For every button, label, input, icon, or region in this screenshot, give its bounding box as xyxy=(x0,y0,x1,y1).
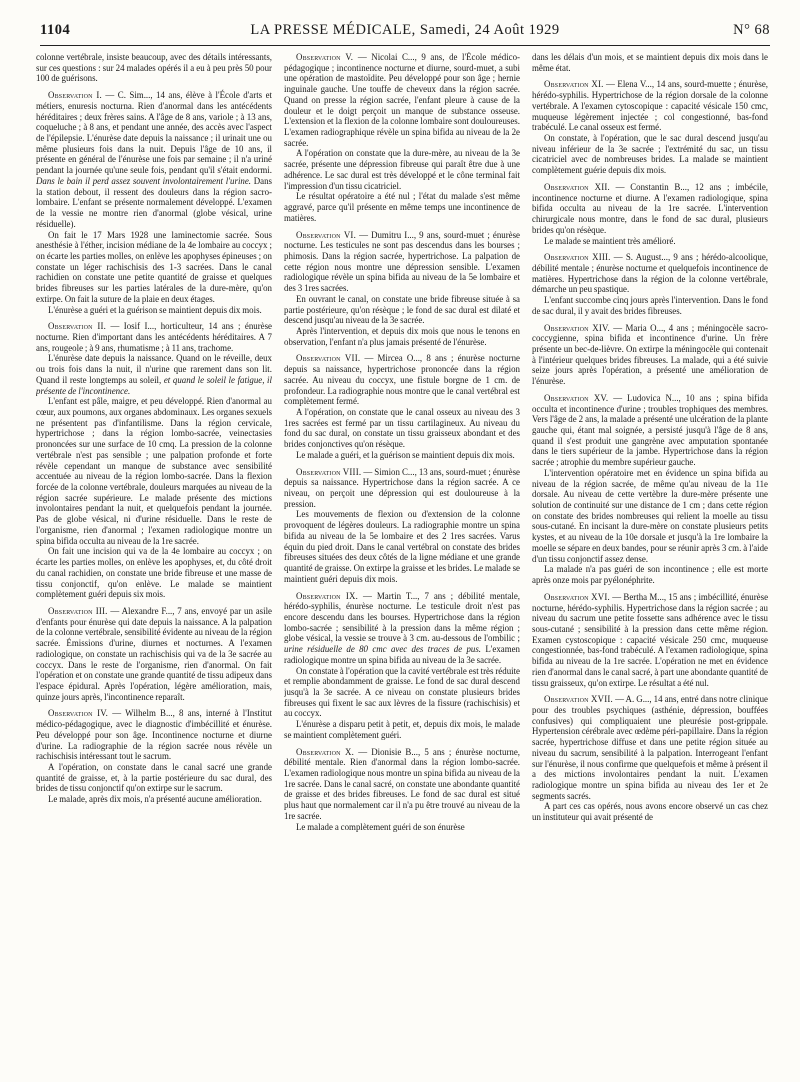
paragraph: L'enfant est pâle, maigre, et peu développé. Rien d'anormal au cœur, aux poumons, aux organes abdominaux. Les organes sexuels ne présentent pas d'infantilisme. Dans la région cervicale, hypertrichose ; dans la région lombo-sacrée, veinectasies prononcées sur une surface de 10 cmq. La pression de la colonne vertébrale n'est pas sensible ; une palpation profonde et forte révèle cependant un manque de substance avec sensibilité accentuée au niveau de la région lombo-sacrée. Dans la flexion forcée de la colonne vertébrale, douleurs marquées au niveau de la région sacrée supérieure. Le malade présente des mictions involontaires pendant la nuit, et quelquefois pendant la journée. Pas de globe vésical, ni d'urine résiduelle. Dans le reste de l'organisme, rien d'anormal ; l'examen radiologique montre un spina bifida occulta au niveau de la 1re sacrée. xyxy=(36,396,272,546)
observation-title: Observation XII. xyxy=(544,181,610,192)
observation-text: — Maria O..., 4 ans ; méningocèle sacro-coccygienne, spina bifida et incontinence d'urine. Un frère présente un bec-de-lièvre. On extirpe la méningocèle qui contenait à l'intérieur quelques brides fibreuses. La malade, qui a été suivie seize jours après l'opération, a présenté une amélioration de l'énurèse. xyxy=(532,322,768,387)
observation-title: Observation XIV. xyxy=(544,322,610,333)
observation-9 xyxy=(284,591,520,666)
observation-title: Observation VI. xyxy=(296,229,357,240)
paragraph: A l'opération, on constate que le canal osseux au niveau des 3 1res sacrées est fermé par un tissu cartilagineux. Au niveau du fond du sac dural, on constate un tissu graisseux abondant et des brides conjonctives qu'on résèque. xyxy=(284,407,520,450)
observation-text: — S. August..., 9 ans ; hérédo-alcoolique, débilité mentale ; énurèse nocturne et quelquefois incontinence de matières. Hypertrichose dans la région de la colonne vertébrale, démarche un peu spastique. xyxy=(532,252,768,295)
italic-text: urine résiduelle de 80 cmc avec des traces de pus. xyxy=(284,644,482,655)
observation-title: Observation XVII. xyxy=(544,694,613,705)
paragraph: On fait le 17 Mars 1928 une laminectomie sacrée. Sous anesthésie à l'éther, incision médiane de la 4e lombaire au coccyx ; on écarte les parties molles, on enlève les apophyses épineuses ; on constate un léger rachischisis des 1-3 sacrées. Dans le canal rachidien on constate une petite quantité de graisse et quelques brides fibreuses sur les parties latérales de la dure-mère, qu'on extirpe. On fait la suture de la plaie en deux étages. xyxy=(36,229,272,304)
observation-title: Observation XIII. xyxy=(544,252,611,263)
paragraph: L'enfant succombe cinq jours après l'intervention. Dans le fond de sac dural, il y avait des brides fibreuses. xyxy=(532,295,768,316)
paragraph: Le malade, après dix mois, n'a présenté aucune amélioration. xyxy=(48,794,262,805)
observation-title: Observation IV. xyxy=(48,708,109,719)
observation-text: — Martin T..., 7 ans ; débilité mentale, hérédo-syphilis, énurèse nocturne. Le testicule droit n'est pas encore descendu dans les bourses. Hypertrichose dans la région lombo-sacrée ; sensibilité à la pression dans la même région ; globe vésical, la vessie se trouve à 3 cm. au-dessous de l'ombilic ; xyxy=(284,590,520,644)
observation-text: — Mircea O..., 8 ans ; énurèse nocturne depuis sa naissance, hypertrichose prononcée dans la région sacrée. Au niveau du coccyx, une fistule borgne de 1 cm. de profondeur. La radiographie nous montre que le canal vertébral est complètement fermé. xyxy=(284,353,520,407)
paragraph: En ouvrant le canal, on constate une bride fibreuse située à sa partie postérieure, qu'on résèque ; le fond de sac dural est dilaté et descend jusqu'au niveau de la 3e sacrée. xyxy=(284,293,520,326)
observation-3 xyxy=(36,606,272,702)
observation-title: Observation I. xyxy=(48,90,102,101)
observation-title: Observation II. xyxy=(48,321,107,332)
observation-14 xyxy=(532,323,768,387)
observation-7 xyxy=(284,353,520,407)
paragraph: On fait une incision qui va de la 4e lombaire au coccyx ; on écarte les parties molles, on enlève les apophyses, et, du côté droit du canal rachidien, on constate une bride fibreuse et une masse de tissu conjonctif, qu'on enlève. Le malade se maintient complètement guéri depuis six mois. xyxy=(36,546,272,600)
observation-17 xyxy=(532,694,768,801)
observation-title: Observation X. xyxy=(296,746,355,757)
observation-title: Observation VIII. xyxy=(296,466,362,477)
page-header xyxy=(40,22,770,44)
observation-2 xyxy=(36,321,272,353)
observation-title: Observation XVI. xyxy=(544,591,610,602)
text-column-3 xyxy=(532,52,768,1074)
text-column-2 xyxy=(284,52,520,1074)
observation-12 xyxy=(532,182,768,236)
running-title: LA PRESSE MÉDICALE, Samedi, 24 Août 1929 xyxy=(250,22,560,38)
observation-title: Observation V. xyxy=(296,52,354,62)
observation-11 xyxy=(532,79,768,133)
observation-text: — C. Sim..., 14 ans, élève à l'École d'arts et métiers, enuresis nocturna. Rien d'anormal dans les antécédents héréditaires ; deux frères sains. A l'âge de 8 ans, variole ; à 13 ans, coqueluche ; à 8 ans, et pendant une année, des accès avec l'aspect de l'épilepsie. L'énurèse date depuis la naissance ; il urinait une ou même plusieurs fois dans la nuit. Depuis l'âge de 10 ans, il présente en général de l'énurèse une fois par semaine ; il n'a uriné pendant la journée qu'une seule fois, pendant qu'il s'était endormi. xyxy=(36,90,272,176)
observation-13 xyxy=(532,252,768,295)
paragraph: dans les délais d'un mois, et se maintient depuis dix mois dans le même état. xyxy=(532,52,768,73)
paragraph: L'énurèse a guéri et la guérison se maintient depuis dix mois. xyxy=(48,304,262,315)
text-column-1 xyxy=(36,52,272,1074)
observation-text: — Dionisie B..., 5 ans ; énurèse nocturne, débilité mentale. Rien d'anormal dans la région lombo-sacrée. L'examen radiologique nous montre un spina bifida au niveau de la 1re sacrée. Dans le canal sacré, on constate une abondante quantité de graisse et des brides fibreuses. Le fond de sac dural est situé plus haut que normalement car il n'a pu être trouvé au niveau de la 1re sacrée. xyxy=(284,746,520,821)
paragraph: On constate à l'opération que la cavité vertébrale est très réduite et remplie abondamment de graisse. Le fond de sac dural descend jusqu'à la 3e sacrée. A ce niveau on constate plusieurs brides fibreuses qui fixent le sac aux lèvres de la fissure (rachischisis) et au coccyx. xyxy=(284,665,520,719)
observation-title: Observation VII. xyxy=(296,353,361,364)
observation-text: — Elena V..., 14 ans, sourd-muette ; énurèse, hérédo-syphilis. Hypertrichose de la région dorsale de la colonne vertébrale. A l'examen cytoscopique : capacité vésicale 150 cmc, muqueuse légèrement injectée ; col congestionné, bas-fond trabéculé. Le canal osseux est fermé. xyxy=(532,79,768,133)
observation-text: — Simion C..., 13 ans, sourd-muet ; énurèse depuis sa naissance. Hypertrichose dans la région sacrée. A ce niveau, on perçoit une dépression qui est douloureuse à la pression. xyxy=(284,466,520,509)
paragraph: Les mouvements de flexion ou d'extension de la colonne provoquent de légères douleurs. La radiographie montre un spina bifida au niveau de la 5e lombaire et des 2 1res sacrées. Varus équin du pied droit. Dans le canal vertébral on constate des brides fibreuses situées des deux côtés de la ligne médiane et une grande quantité de graisse. On extirpe la graisse et les brides. Le malade se maintient guéri depuis dix mois. xyxy=(284,509,520,584)
observation-text: — Ludovica N..., 10 ans ; spina bifida occulta et incontinence d'urine ; troubles trophiques des membres. Vers l'âge de 2 ans, la malade a présenté une ulcération de la plante gauche qui, étant mal soignée, a persisté jusqu'à l'âge de 8 ans, quand il s'est produit une gangrène avec amputation spontanée dans le tiers supérieur de la jambe. Hypertrichose dans la région sacrée ; atrophie du membre supérieur gauche. xyxy=(532,392,768,468)
observation-text: L'examen radiologique montre un spina bifida au niveau de la 3e sacrée. xyxy=(284,644,520,665)
observation-text: — Bertha M..., 15 ans ; imbécillité, énurèse nocturne, hérédo-syphilis. Hypertrichose dans la région sacrée ; au niveau du sacrum une petite fossette sans adhérence avec le tissu sous-cutané ; sensibilité à la pression dans cette même région. Examen cystoscopique : capacité vésicale 250 cmc, muqueuse congestionnée, bas-fond trabéculé. A l'examen radiologique, spina bifida au niveau de la 1re sacrée. L'opération ne met en évidence rien d'anormal dans le canal sacré, à part une abondante quantité de tissu graisseux, qu'on extirpe. Le résultat a été nul. xyxy=(532,591,768,688)
paragraph: Le malade se maintient très amélioré. xyxy=(544,235,676,246)
observation-title: Observation XV. xyxy=(544,392,609,403)
observation-title: Observation XI. xyxy=(544,79,604,90)
paragraph: L'énurèse a disparu petit à petit, et, depuis dix mois, le malade se maintient complètement guéri. xyxy=(284,719,520,740)
paragraph: A l'opération, on constate dans le canal sacré une grande quantité de graisse, et, à la partie postérieure du sac dural, des brides de tissu conjonctif qu'on extirpe sur le sacrum. xyxy=(36,762,272,794)
observation-text: — A. G..., 14 ans, entré dans notre clinique pour des troubles psychiques (asthénie, dépression, bouffées confusives) qui compliquaient une pleurésie post-grippale. Hypertension cérébrale avec œdème péri-papillaire. Dans la région sacrée, hypertrichose diffuse et dans une petite région située au niveau du sacrum, sensibilité à la palpation. Interrogeant l'enfant sur l'énurèse, il nous confirme que quelquefois et même à présent il a des mictions involontaires pendant la nuit. L'examen radiologique montre un spina bifida au niveau des 1er et 2e segments sacrés. xyxy=(532,694,768,801)
observation-text: — Dumitru I..., 9 ans, sourd-muet ; énurèse nocturne. Les testicules ne sont pas descendus dans les bourses ; phimosis. Dans la région sacrée, hypertrichose. La palpation de cette région nous montre une dépression sensible. L'examen radiologique révèle un spina bifida au niveau de la 5e lombaire et des 3 1res sacrées. xyxy=(284,229,520,294)
issue-number: N° 68 xyxy=(733,22,770,38)
paragraph: colonne vertébrale, insiste beaucoup, avec des détails intéressants, sur ces questions : sur 24 malades opérés il a eu à peu près 50 pour 100 de guérisons. xyxy=(36,52,272,84)
paragraph: A part ces cas opérés, nous avons encore observé un cas chez un instituteur qui avait présenté de xyxy=(532,801,768,823)
italic-text: Dans le bain il perd assez souvent involontairement l'urine. xyxy=(36,175,252,186)
paragraph: Après l'intervention, et depuis dix mois que nous le tenons en observation, l'enfant n'a plus jamais présenté de l'énurèse. xyxy=(284,325,520,347)
observation-title: Observation IX. xyxy=(296,590,359,601)
paragraph: Le malade a guéri, et la guérison se maintient depuis dix mois. xyxy=(296,449,515,460)
paragraph: On constate, à l'opération, que le sac dural descend jusqu'au niveau inférieur de la 3e sacrée ; l'extrémité du sac, un tissu cicatriciel avec de nombreuses brides. La malade se maintient complètement guérie depuis dix mois. xyxy=(532,133,768,176)
observation-title: Observation III. xyxy=(48,605,108,616)
paragraph xyxy=(36,353,272,396)
observation-15 xyxy=(532,393,768,468)
paragraph: Le résultat opératoire a été nul ; l'état du malade s'est même aggravé, parce qu'il présente en même temps une incontinence de matières. xyxy=(284,191,520,223)
observation-1 xyxy=(36,90,272,229)
observation-text: Dans la station debout, il ressent des douleurs dans la région sacro-lombaire. L'enfant se présente normalement développé. L'examen de la vessie ne montre rien d'anormal (globe vésical, urine résiduelle). xyxy=(36,175,272,229)
paragraph: Le malade a complètement guéri de son énurèse xyxy=(296,821,465,832)
paragraph: L'intervention opératoire met en évidence un spina bifida au niveau de la région sacrée, de même qu'au niveau de la 11e dorsale. Au niveau de cette vertèbre la dure-mère présente une solution de continuité sur une distance de 1 cm ; dans cette région on constate des brides nombreuses qui relient la moelle au tissu sous-cutané. En incisant la dure-mère on constate plusieurs petits kystes, et au niveau de la 10e dorsale et jusqu'à la 1re lombaire la moelle se sépare en deux bandes, pour se réunir après 3 cm. à l'aide d'un tissu conjonctif assez dense. xyxy=(532,467,768,564)
paragraph: La malade n'a pas guéri de son incontinence ; elle est morte après onze mois par pyélonéphrite. xyxy=(532,564,768,586)
observation-8 xyxy=(284,467,520,510)
observation-6 xyxy=(284,230,520,294)
observation-5 xyxy=(284,52,520,148)
observation-16 xyxy=(532,592,768,688)
header-rule xyxy=(40,45,770,46)
page-number: 1104 xyxy=(40,22,71,38)
observation-4 xyxy=(36,708,272,762)
italic-text: et quand le soleil le fatigue, il présente de l'incontinence. xyxy=(36,374,272,396)
observation-text: — Nicolai C..., 9 ans, de l'École médico-pédagogique ; incontinence nocturne et diurne, sourd-muet, a subi une opération de mastoïdite. Peu développé pour son âge ; hernie inguinale gauche. Une touffe de cheveux dans la région sacrée. Quand on presse la région sacrée, l'enfant pleure à cause de la douleur et le doigt perçoit un manque de substance osseuse. L'extension et la flexion de la colonne lombaire sont douloureuses. L'examen radiographique révèle un spina bifida au niveau de la 2e sacrée. xyxy=(284,52,520,148)
observation-text: — Alexandre F..., 7 ans, envoyé par un asile d'enfants pour énurèse qui date depuis la naissance. A la palpation de la colonne vertébrale, sensibilité évidente au niveau de la région sacrée. Émissions d'urine, diurnes et nocturnes. A l'examen radiologique, on constate un rachischisis qui va de la 3e sacrée au coccyx. Dans le reste de l'organisme, rien d'anormal. On fait l'opération et on constate une grande quantité de tissu adipeux dans l'espace épidural. Après l'opération, légère amélioration, mais, quinze jours après, l'incontinence reparaît. xyxy=(36,605,272,702)
observation-text: — Wilhelm B..., 8 ans, interné à l'Institut médico-pédagogique, avec le diagnostic d'imbécillité et énurèse. Peu développé pour son âge. Incontinence nocturne et diurne d'urine. La radiographie de la région sacrée nous révèle un rachischisis intéressant tout le sacrum. xyxy=(36,708,272,762)
paragraph-text: L'énurèse date depuis la naissance. Quand on le réveille, deux ou trois fois dans la nuit, il n'urine que rarement dans son lit. Quand il reste longtemps au soleil, xyxy=(36,353,272,385)
observation-text: — Constantin B..., 12 ans ; imbécile, incontinence nocturne et diurne. A l'examen radiologique, spina bifida occulta au niveau de la 1re sacrée. L'intervention chirurgicale nous montre, dans le fond de sac dural, plusieurs brides qu'on résèque. xyxy=(532,181,768,235)
observation-text: — Iosif I..., horticulteur, 14 ans ; énurèse nocturne. Rien d'important dans les antécédents héréditaires. A 7 ans, rougeole ; à 9 ans, rhumatisme ; à 11 ans, trachome. xyxy=(36,321,272,353)
observation-10 xyxy=(284,747,520,822)
paragraph: A l'opération on constate que la dure-mère, au niveau de la 3e sacrée, présente une dépression fibreuse qui paraît être due à une adhérence. Le sac dural est très développé et le cône terminal fait l'impression d'un tissu cicatriciel. xyxy=(284,148,520,191)
